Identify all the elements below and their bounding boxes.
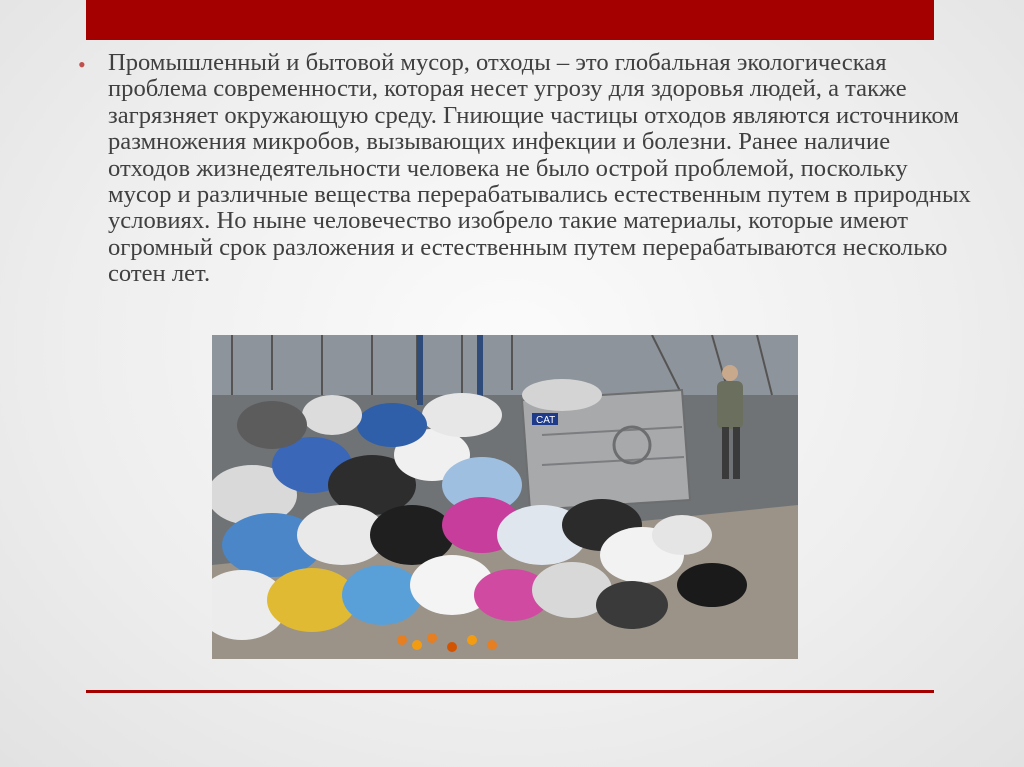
body-paragraph: Промышленный и бытовой мусор, отходы – это глобальная экологическая проблема современности, которая несет угрозу для здоровья людей, а также загрязняет окружающую среду. Гниющие частицы отходов являются источником размножения микробов, вызывающих инфекции и болезни. Ранее наличие отходов жизнедеятельности человека не было острой проблемой, поскольку мусор и различные вещества перерабатывались естественным путем в природных условиях. Но ныне человечество изобрело такие материалы, которые имеют огромный срок разложения и естественным путем перерабатываются несколько сотен лет. [108, 49, 971, 288]
garbage-pile-illustration [212, 335, 798, 659]
bullet-item [78, 50, 978, 288]
top-accent-bar [86, 0, 934, 40]
garbage-pile-photo [212, 335, 798, 659]
svg-text:CAT: CAT [536, 415, 556, 426]
bullet-marker: • [78, 52, 86, 77]
bottom-accent-line [86, 690, 934, 693]
